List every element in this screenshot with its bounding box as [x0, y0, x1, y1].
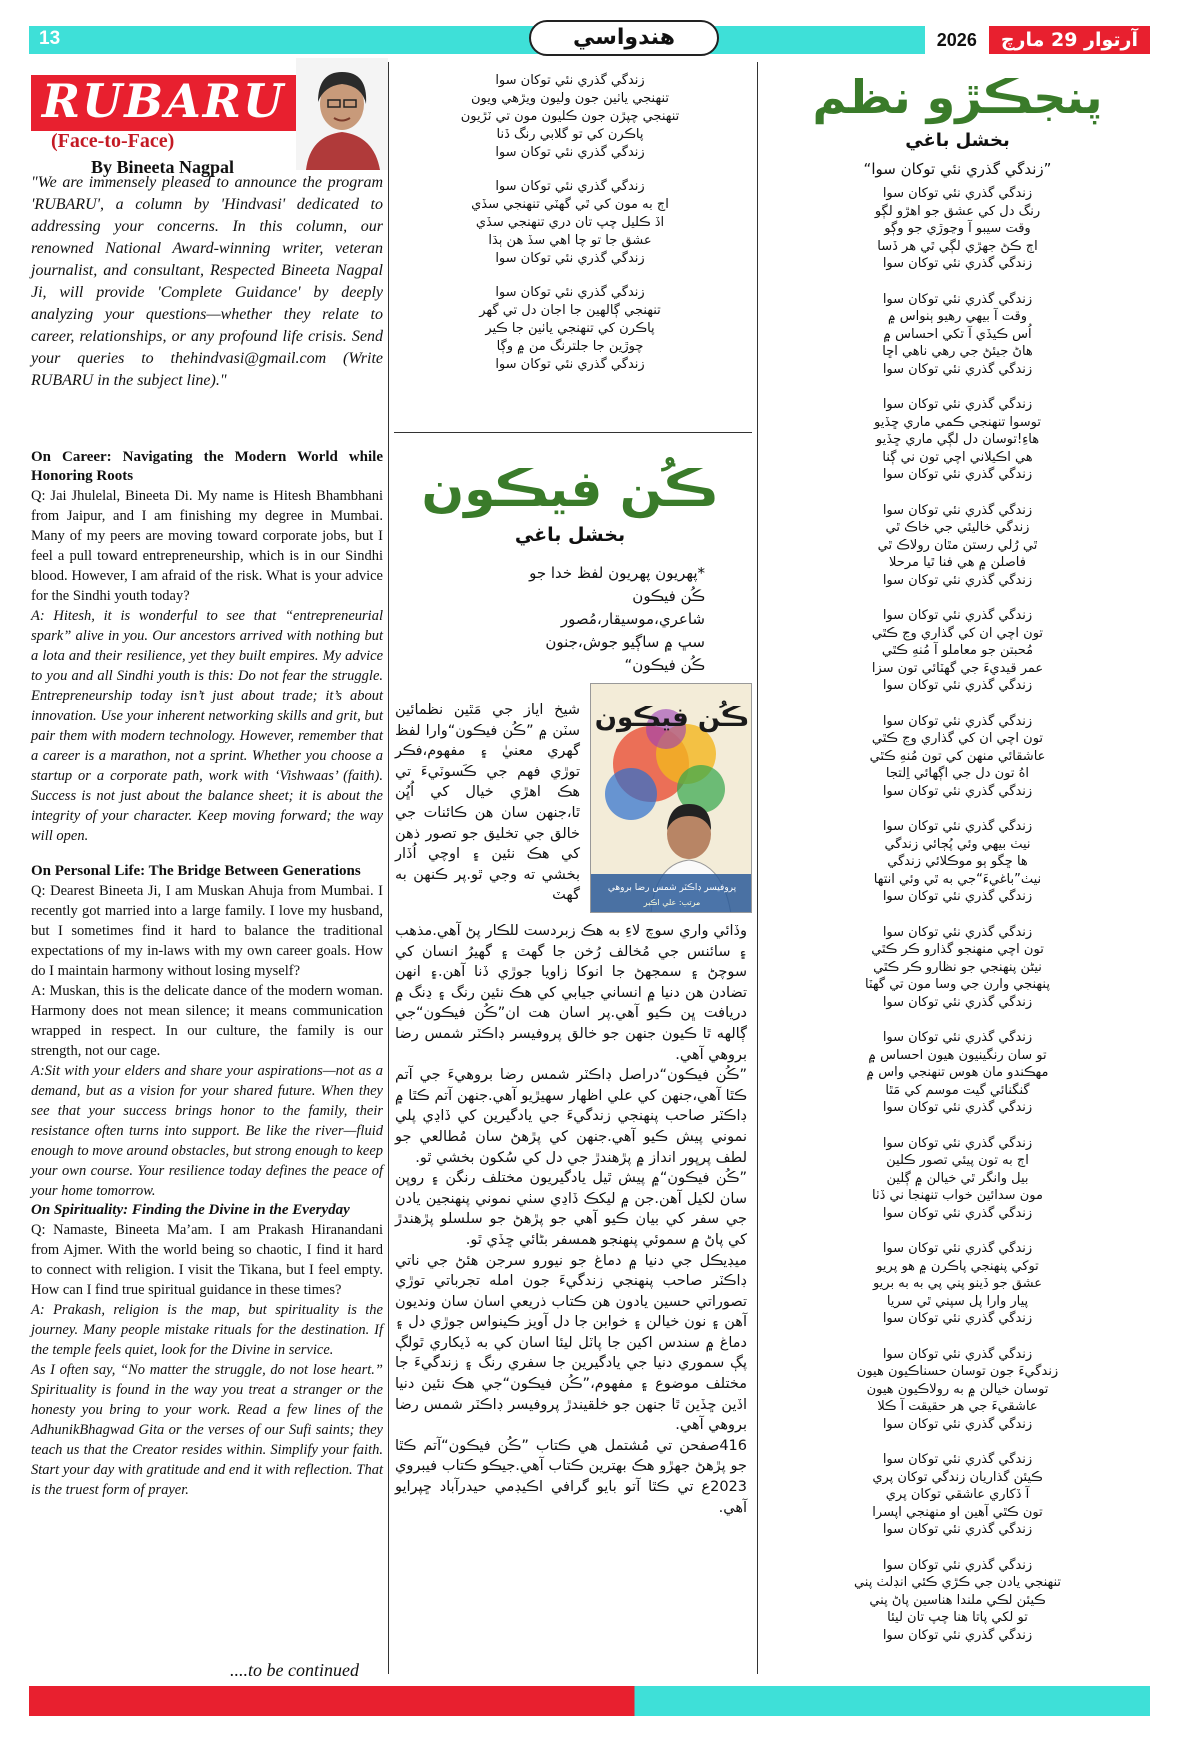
continued-note: ....to be continued — [230, 1660, 359, 1680]
panjkro-title: پنجڪڙو نظم — [812, 70, 1103, 124]
poem-line: تو سان رنگينيون هيون احساس ۾ — [868, 1047, 1047, 1063]
bottom-bar — [29, 1686, 1150, 1716]
poem-line: زندگي گذري نئي توکان سوا — [882, 186, 1033, 201]
panjkro-subtitle: ”زندگي گذري نئي توکان سوا“ — [863, 160, 1052, 178]
poem-line: زندگي گذري نئي توکان سوا — [882, 889, 1033, 904]
verse-line: *پهريون پهريون لفظ خدا جو — [529, 564, 705, 582]
poem-line: گنگنائي گيت موسم کي مَٿا — [885, 1082, 1030, 1098]
poem-line: زندگي گذري نئي توکان سوا — [882, 1311, 1033, 1326]
kun-paragraph: ”ڪُن فيڪون“۾ پيش ٿيل يادگيريون مختلف رنگن ۽ روپن سان لکيل آهن.جن ۾ ليکڪ ڏاڍي سٺي نموني پنهنجين يادن جي سفر کي بيان ڪيو آهي جو پڙهڻ جو سلسلو پڙهندڙ کي پاڻ ۾ سموئي پنهنجو همسفر بڻائي ڇڏي ٿو. — [395, 1170, 747, 1248]
poem-stanza — [765, 1346, 1150, 1434]
rubaru-byline: By Bineeta Nagpal — [91, 157, 235, 177]
poem-stanza — [765, 818, 1150, 906]
panjkro-author: بخشل باغي — [905, 130, 1010, 151]
rubaru-intro: "We are immensely pleased to announce the program 'RUBARU', a column by 'Hindvasi' dedicated to addressing your concerns. In this column, our renowned National Award-winning writer, veteran journalist, and consultant, Respected Bineeta Nagpal Ji, will provide 'Complete Guidance' by deeply analyzing your questions—whether they relate to career, relationships, or any profound life crisis. Send your queries to thehindvasi@gmail.com (Write RUBARU in the subject line)." — [31, 174, 383, 389]
poem-line: زندگي گذري نئي توکان سوا — [495, 285, 645, 300]
poem-line: زندگي گذري نئي توکان سوا — [882, 397, 1033, 412]
personal-heading: On Personal Life: The Bridge Between Generations — [31, 863, 361, 879]
poem-line: زندگي گذري نئي توکان سوا — [882, 819, 1033, 834]
poem-line: بيل وانگر ٿي خيالن ۾ ڳلين — [886, 1170, 1029, 1186]
poem-line: مهڪندو مان هوس تنهنجي واس ۾ — [866, 1065, 1049, 1080]
career-heading: On Career: Navigating the Modern World while Honoring Roots — [31, 449, 383, 484]
poem-line: آ ڏکاري عاشقي توکان پري — [885, 1487, 1030, 1502]
poem-line: زندگي گذري نئي توکان سوا — [495, 251, 645, 266]
poem-line: رنگ دل کي عشق جو اهڙو لڳو — [874, 203, 1041, 219]
poem-line: زندگي گذري نئي توکان سوا — [882, 1241, 1033, 1256]
poem-stanza — [765, 1240, 1150, 1328]
poem-line: زندگيءَ جون توسان حسناڪيون هيون — [856, 1364, 1059, 1379]
rubaru-qa — [31, 448, 383, 1500]
spiritual-question: Q: Namaste, Bineeta Ma’am. I am Prakash Hiranandani from Ajmer. With the world being so chaotic, I find it hard to connect with religion. I visit the Tikana, but I feel empty. How can I find true spiritual guidance in these times? — [31, 1222, 383, 1298]
poem-line: زندگي گذري نئي توکان سوا — [882, 1346, 1033, 1362]
poem-line: زندگي گذري نئي توکان سوا — [882, 713, 1033, 729]
middle-poem — [395, 72, 745, 390]
poem-line: ٿي رُلي رستن مٿان رولاڪ ٿي — [877, 537, 1038, 553]
poem-line: نيڻن پنهنجي جو نظارو ڪر ڪٿي — [873, 959, 1042, 975]
poem-line: زندگي گذري نئي توکان سوا — [882, 608, 1033, 623]
poem-line: زندگي گذري نئي توکان سوا — [882, 1030, 1033, 1045]
poem-line: تنهنجي چپڙن جون ڪليون مون تي ٽڙيون — [460, 109, 680, 124]
poem-stanza — [395, 178, 745, 268]
poem-line: زندگي گذري نئي توکان سوا — [882, 502, 1033, 518]
poem-line: توسان خيالن ۾ به رولاڪيون هيون — [866, 1381, 1049, 1397]
spiritual-answer-1: A: Prakash, religion is the map, but spirituality is the journey. Many people mistake rituals for the destination. If the temple feels quiet, look for the Divine in service. — [31, 1302, 383, 1358]
poem-line: زندگي گذري نئي توکان سوا — [882, 1416, 1033, 1432]
poem-line: زندگي گذري نئي توکان سوا — [495, 179, 645, 194]
poem-line: زندگي گذري نئي توکان سوا — [882, 1522, 1033, 1537]
poem-line: وقت سيبو آ وڃوڙي جو وڳو — [884, 221, 1031, 236]
poem-line: چوڙين جا جلترنگ من ۾ وڳا — [496, 339, 644, 354]
kun-paragraph: ميڊيڪل جي دنيا ۾ دماغ جو نيورو سرجن هئڻ جي ناتي ڊاڪٽر صاحب پنهنجي زندگيءَ جون امله تجرباتي توڙي تصوراتي حسين يادون هن ڪتاب ذريعي اسان سان ونديون آهن ۽ نون خيالن ۽ خوابن جا دل آويز ڪينواس جوڙي دل ۽ دماغ ۾ سندس اکين جا پاٽل ليئا اسان کي به ڏيکاري ٿولڳ پڳ سموري دنيا جي يادگيرين جا سفري رنگ ۽ زندگيءَ جا مختلف موضوع ۽ مفهوم،”ڪُن فيڪون“جي هڪ نئين دنيا اڏين ڇڏين ٿا جنهن جو خلقيندڙ پروفيسر ڊاڪٽر شمس رضا بروهي آهي. — [395, 1252, 747, 1434]
poem-stanza — [395, 72, 745, 162]
kun-article-body — [395, 921, 747, 1518]
poem-line: هاڻ جيئڻ جي رهي ناهي اڇا — [882, 344, 1033, 359]
poem-line: توکي پنهنجي پاڪرن ۾ هو پريو — [876, 1258, 1039, 1274]
poem-line: زندگي گذري نئي توکان سوا — [882, 467, 1033, 482]
masthead-logo: هندواسي — [529, 20, 719, 56]
poem-stanza — [765, 1451, 1150, 1539]
poem-line: تون ڪٿي آهين او منهنجي اپسرا — [872, 1504, 1043, 1520]
kun-article-intro: شيخ اياز جي مَٿين نظمائين سٽن ۾ ”ڪُن فيڪون“وارا لفظ گهري معنيٰ ۽ مفهوم،فڪر توڙي فهم جي ڪَسوٽيءَ تي هڪ اهڙي خيال کي اُڀُن ٿا،جنهن سان هن ڪائنات جي خالق جي تخليق جو تصور ذهن کي هڪ نئين ۽ اوچي اُڏار بخشي ته وجي ٿو.پر ڪنهن به گهٽ — [395, 702, 580, 904]
poem-line: عاشقائي منهن کي تون مُنهِ ڪٿي — [869, 748, 1046, 764]
poem-line: تو لکي پاتا هنا چپ تان ليئا — [887, 1610, 1028, 1625]
panjkro-poem — [765, 185, 1150, 1662]
personal-question: Q: Dearest Bineeta Ji, I am Muskan Ahuja from Mumbai. I recently got married into a large family. I love my husband, but I sometimes find it hard to balance the traditional expectations of my in-laws with my own career goals. How do I maintain harmony without losing myself? — [31, 883, 383, 979]
poem-line: وقت آ بيهي رهيو ٻنواس ۾ — [887, 309, 1028, 324]
rubaru-subtitle: (Face-to-Face) — [51, 130, 175, 152]
section-divider — [394, 432, 752, 433]
poem-line: زندگي گذري نئي توکان سوا — [882, 1627, 1033, 1643]
spiritual-answer-2: As I often say, “No matter the struggle, do not lose heart.” Spirituality is found in the way you treat a stranger or the honesty you bring to your work. Read a few lines of the AdhunikBhagwad Gita or the verses of our Sufi saints; they teach us that the Creator resides within. Simplify your faith. Start your day with gratitude and end it with reflection. That is the truest form of prayer. — [31, 1362, 383, 1498]
poem-line: تنهنجي يادن جي ڪڙي ڪئي انڊلٺ پني — [853, 1575, 1062, 1590]
rubaru-logo: RUBARU — [31, 75, 296, 131]
poem-stanza — [765, 1135, 1150, 1223]
poem-line: تون اچي ان کي گذاري وڃ ڪٿي — [871, 625, 1044, 641]
poem-line: تون اچي منهنجو گذارو ڪر ڪٿي — [871, 942, 1044, 957]
page-number: 13 — [39, 28, 61, 49]
poem-line: پنهنجي وارن جي وسا مون تي گهٽا — [865, 977, 1050, 992]
verse-line: شاعري،موسيقار،مُصور — [560, 610, 705, 628]
kun-paragraph: وڏائي واري سوچ لاءِ به هڪ زبردست للڪار پڻ آهي.مذهب ۽ سائنس جي مُخالف رُخن جا گهٽ ۽ گهيرُ انسان کي سوچڻ ۽ سمجهڻ جا انوکا زاويا جوڙي ڏنا آهن.۽ انهن تضادن هن دنيا ۾ انساني جيابي کي هڪ نئين رنگ ۽ ڍنگ ۾ دريافت ڀن ڪيو آهي.پر اسان هت ان”ڪُن فيڪون“جي ڳالهه ٿا ڪيون جنهن جو خالق پروفيسر ڊاڪٽر شمس رضا بروهي آهي. — [395, 923, 747, 1063]
poem-line: اهُ تون دل جي اڳهائي اِلتجا — [885, 766, 1030, 781]
poem-line: اُس ڪيڏي آ تکي احساس ۾ — [883, 326, 1032, 342]
kun-title: ڪُن فيڪون — [421, 460, 719, 518]
poem-line: ڪيئن لڪي ملندا هناسين پاڻ پني — [869, 1592, 1046, 1608]
poem-line: تون اچي ان کي گذاري وڃ ڪٿي — [871, 731, 1044, 746]
personal-answer-2: A:Sit with your elders and share your aspirations—not as a demand, but as a vision for your shared future. When they see that your success brings honor to the family, their resistance often turns into support. Be like the river—fluid enough to move around obstacles, but strong enough to keep your own course. Your resilience today defines the peace of your home tomorrow. — [31, 1063, 383, 1199]
poem-line: عاشقيءَ جي هر حقيقت آ ڪلا — [877, 1399, 1038, 1414]
poem-line: زندگي گذري نئي توکان سوا — [882, 1100, 1033, 1115]
kun-paragraph: ”ڪُن فيڪون“دراصل ڊاڪٽر شمس رضا بروهيءَ جي آتم ڪٿا آهي،جنهن کي علي اظهار سهيڙيو آهي.جنهن آتم ڪٿا ۾ ڊاڪٽر صاحب پنهنجي زندگيءَ جي يادگيرين کي ڏاڍي پلي نموني پيش ڪيو آهي.جنهن کي پڙهڻ سان مُطالعي جو لطف پرپور انداز ۾ پڙهندڙ جي دل کي سُکون بخشي ٿو. — [395, 1067, 747, 1166]
poem-line: اڄ به مون کي ٿي گهٽي تنهنجي سڏي — [471, 197, 669, 212]
poem-stanza — [765, 502, 1150, 590]
verse-line: ڪُن فيڪون — [632, 587, 705, 605]
book-cover-image — [590, 683, 752, 913]
poem-line: توسوا تنهنجي ڪمي ماري ڇڏيو — [874, 414, 1041, 430]
poem-line: زندگي گذري نئي توکان سوا — [882, 1557, 1033, 1573]
poem-line: ها ڇگو ٻو موڪلائي زندگي — [887, 854, 1028, 869]
poem-line: زندگي گذري نئي توکان سوا — [882, 994, 1033, 1010]
poem-line: زندگي گذري نئي توکان سوا — [882, 1135, 1033, 1151]
poem-stanza — [765, 607, 1150, 695]
poem-line: زندگي گذري نئي توکان سوا — [495, 145, 645, 160]
poem-stanza — [765, 1557, 1150, 1645]
poem-line: مون سدائين خواب تنهنجا ني ڏٺا — [872, 1188, 1043, 1203]
poem-line: پاڪرن کي تنهنجي ياٺين جا ڪير — [485, 321, 655, 336]
columnist-portrait — [296, 58, 388, 170]
verse-line: ڪُن فيڪون“ — [624, 656, 705, 674]
poem-line: اڄ به تون پيئي تصور ڪلين — [886, 1153, 1029, 1168]
poem-stanza — [395, 284, 745, 374]
career-question: Q: Jai Jhulelal, Bineeta Di. My name is Hitesh Bhambhani from Jaipur, and I am finishing my degree in Mumbai. Many of my peers are moving toward corporate jobs, but I feel a pull toward entrepreneurship, which is in our Sindhi blood. However, I am afraid of the risk. What is your advice for the Sindhi youth today? — [31, 488, 383, 604]
poem-line: عشق جا تو چا اهي سڏ هن ٻڌا — [488, 233, 652, 248]
date-urdu: آرتوار 29 مارچ — [989, 26, 1150, 54]
cover-author: پروفيسر ڊاڪٽر شمس رضا بروهي — [607, 883, 737, 893]
poem-line: مُحبتن جو معاملو آ مُنهِ ڪٿي — [881, 643, 1034, 658]
kun-paragraph: 416صفحن تي مُشتمل هي ڪتاب ”ڪُن فيڪون“آتم ڪٿا جو پڙهڻ جهڙو هڪ بهترين ڪتاب آهي.جيڪو ڪتاب فيبروي 2023ع تي ڪٿا آتو بايو گرافي اڪيڊمي حيدرآباد ڇپرايو آهي. — [395, 1437, 747, 1516]
poem-line: زندگي گذري نئي توکان سوا — [495, 357, 645, 372]
kun-author: بخشل باغي — [514, 524, 626, 546]
career-answer: A: Hitesh, it is wonderful to see that “entrepreneurial spark” alive in you. Our ancestors arrived with nothing but a lota and their resilience, yet they built empires. My advice to you and all Sindhi youth is this: Do not fear the struggle. Entrepreneurship today isn’t just about trade; it’s about innovation. Use your inherent networking skills and grit, but pair them with modern technology. However, remember that a career is a marathon, not a sprint. Whether you choose a startup or a corporate path, work with ‘Vishwaas’ (faith). Success is not just about the balance sheet; it is about the integrity of your character. Keep moving forward; the way will open. — [31, 608, 383, 844]
poem-line: هاءِ!توسان دل لڳي ماري ڇڏيو — [875, 432, 1040, 447]
poem-line: زندگي گذري نئي توکان سوا — [495, 73, 645, 88]
cover-title: ڪُن فيڪون — [594, 703, 750, 733]
date-box — [925, 26, 1150, 54]
kun-verse — [395, 562, 705, 677]
poem-line: تنهنجي ياٺين جون وليون ويڙهي ويون — [470, 91, 669, 106]
poem-stanza — [765, 185, 1150, 273]
column-divider-left — [388, 62, 389, 1674]
poem-line: زندگي گذري نئي توکان سوا — [882, 783, 1033, 799]
poem-line: زندگي گذري نئي توکان سوا — [882, 256, 1033, 271]
personal-answer-1: A: Muskan, this is the delicate dance of the modern woman. Harmony does not mean silence; it means communication wrapped in respect. In our culture, the family is our strength, not our cage. — [31, 983, 383, 1059]
poem-line: اڏ ڪليل چپ تان دري تنهنجي سڏي — [475, 215, 665, 230]
verse-line: سڀ ۾ ساڳيو جوش،جنون — [545, 633, 705, 651]
poem-line: نيٺ بيهي وئي پُڄائي زندگي — [884, 836, 1031, 852]
poem-line: نيٺ”باغيءَ“جي به ٿي وئي انتها — [873, 871, 1042, 887]
poem-stanza — [765, 291, 1150, 379]
date-year: 2026 — [925, 26, 989, 54]
poem-line: تنهنجي ڳالهين جا اجان دل تي گهر — [479, 303, 661, 318]
poem-line: هي اڪيلاني اچي تون ني ڳنا — [882, 449, 1033, 465]
poem-line: زندگي گذري نئي توکان سوا — [882, 924, 1033, 940]
poem-line: اڄ ڪڻ جهڙي لڳي ٿي هر ڏسا — [877, 238, 1038, 254]
poem-line: زندگي گذري نئي توکان سوا — [882, 1452, 1033, 1467]
poem-line: فاصلن ۾ هي فنا ٿيا مرحلا — [889, 555, 1026, 570]
poem-line: زندگي گذري نئي توکان سوا — [882, 678, 1033, 693]
top-bar — [29, 26, 1150, 54]
poem-line: زندگي گذري نئي توکان سوا — [882, 291, 1033, 307]
poem-stanza — [765, 396, 1150, 484]
poem-line: زندگي خاليئي جي خاڪ ٿي — [885, 520, 1030, 535]
poem-line: عشق جو ڏينو پني پي به به بريو — [872, 1276, 1043, 1291]
column-divider-right — [757, 62, 758, 1674]
poem-line: عمر قيديءَ جي گهٽائي تون سزا — [871, 660, 1044, 676]
poem-line: ڪيئن گذاريان زندگي توکان پري — [872, 1469, 1043, 1485]
poem-line: پاڪرن کي تو گلابي رنگ ڏنا — [496, 127, 644, 142]
spiritual-heading: On Spirituality: Finding the Divine in the Everyday — [31, 1202, 350, 1218]
poem-stanza — [765, 1029, 1150, 1117]
rubaru-header — [31, 75, 296, 183]
poem-stanza — [765, 924, 1150, 1012]
cover-editor: مرتب: علي اڪبر — [643, 898, 701, 907]
poem-line: زندگي گذري نئي توکان سوا — [882, 572, 1033, 588]
poem-stanza — [765, 713, 1150, 801]
poem-line: پيار وارا پل سپني ٿي سريا — [886, 1293, 1029, 1309]
poem-line: زندگي گذري نئي توکان سوا — [882, 361, 1033, 377]
poem-line: زندگي گذري نئي توکان سوا — [882, 1205, 1033, 1221]
